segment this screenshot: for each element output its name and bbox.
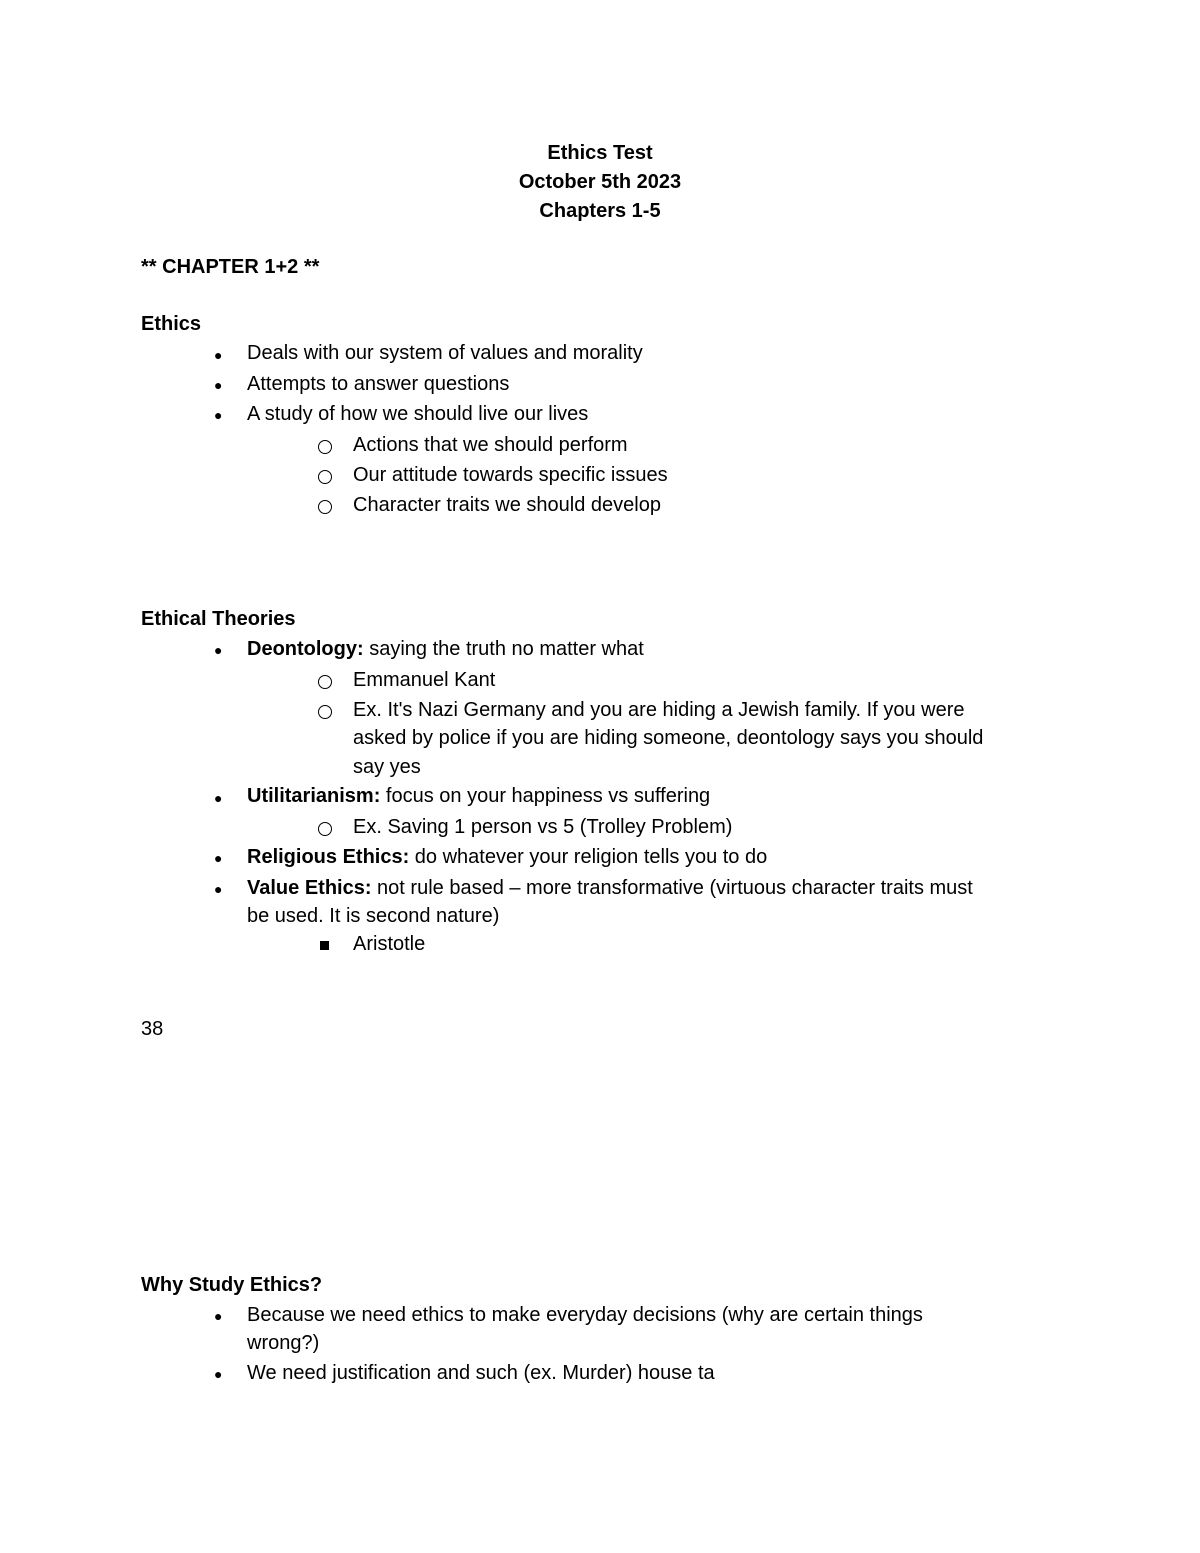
document-chapters: Chapters 1-5 <box>539 200 661 222</box>
why-bullet-1-line-1: Because we need ethics to make everyday decisions (why are certain things <box>247 1304 923 1326</box>
utilitarianism-term: Utilitarianism: <box>247 785 381 807</box>
value-ethics-item <box>247 877 973 900</box>
religious-item <box>247 846 767 869</box>
bullet-icon: ● <box>214 790 223 806</box>
page-number: 38 <box>141 1018 164 1040</box>
bullet-icon: ● <box>214 347 223 363</box>
bullet-icon: ● <box>214 407 223 423</box>
bullet-icon: ● <box>214 377 223 393</box>
deontology-desc: saying the truth no matter what <box>363 638 644 660</box>
hollow-circle-bullet-icon <box>318 470 332 484</box>
deontology-term: Deontology: <box>247 638 364 660</box>
ethics-bullet-2: Attempts to answer questions <box>247 373 510 395</box>
hollow-circle-bullet-icon <box>318 440 332 454</box>
religious-term: Religious Ethics: <box>247 846 410 868</box>
value-ethics-sub-1: Aristotle <box>353 933 426 955</box>
document-title: Ethics Test <box>547 142 653 164</box>
deontology-sub-1: Emmanuel Kant <box>353 669 496 691</box>
bullet-icon: ● <box>214 1366 223 1382</box>
hollow-circle-bullet-icon <box>318 675 332 689</box>
value-ethics-desc-line-1: not rule based – more transformative (virtuous character traits must <box>371 877 973 899</box>
value-ethics-desc-line-2: be used. It is second nature) <box>247 905 500 927</box>
utilitarianism-item <box>247 785 710 808</box>
utilitarianism-sub-1: Ex. Saving 1 person vs 5 (Trolley Problem) <box>353 816 733 838</box>
hollow-circle-bullet-icon <box>318 822 332 836</box>
square-bullet-icon <box>320 941 329 950</box>
bullet-icon: ● <box>214 1308 223 1324</box>
ethics-sub-bullet-1: Actions that we should perform <box>353 434 628 456</box>
ethics-heading: Ethics <box>141 313 202 335</box>
bullet-icon: ● <box>214 850 223 866</box>
hollow-circle-bullet-icon <box>318 500 332 514</box>
religious-desc: do whatever your religion tells you to do <box>409 846 768 868</box>
ethics-bullet-3: A study of how we should live our lives <box>247 403 589 425</box>
bullet-icon: ● <box>214 881 223 897</box>
bullet-icon: ● <box>214 642 223 658</box>
deontology-item <box>247 638 644 661</box>
chapter-heading: ** CHAPTER 1+2 ** <box>141 256 320 278</box>
hollow-circle-bullet-icon <box>318 705 332 719</box>
document-date: October 5th 2023 <box>518 171 682 193</box>
deontology-sub-2-line-3: say yes <box>353 756 421 778</box>
utilitarianism-desc: focus on your happiness vs suffering <box>380 785 711 807</box>
deontology-sub-2-line-1: Ex. It's Nazi Germany and you are hiding a Jewish family. If you were <box>353 699 965 721</box>
ethics-sub-bullet-2: Our attitude towards specific issues <box>353 464 668 486</box>
value-ethics-term: Value Ethics: <box>247 877 372 899</box>
why-heading: Why Study Ethics? <box>141 1274 323 1296</box>
why-bullet-1-line-2: wrong?) <box>247 1332 320 1354</box>
ethics-sub-bullet-3: Character traits we should develop <box>353 494 661 516</box>
deontology-sub-2-line-2: asked by police if you are hiding someone, deontology says you should <box>353 727 984 749</box>
ethics-bullet-1: Deals with our system of values and morality <box>247 342 643 364</box>
theories-heading: Ethical Theories <box>141 608 296 630</box>
why-bullet-2: We need justification and such (ex. Murder) house ta <box>247 1362 715 1384</box>
